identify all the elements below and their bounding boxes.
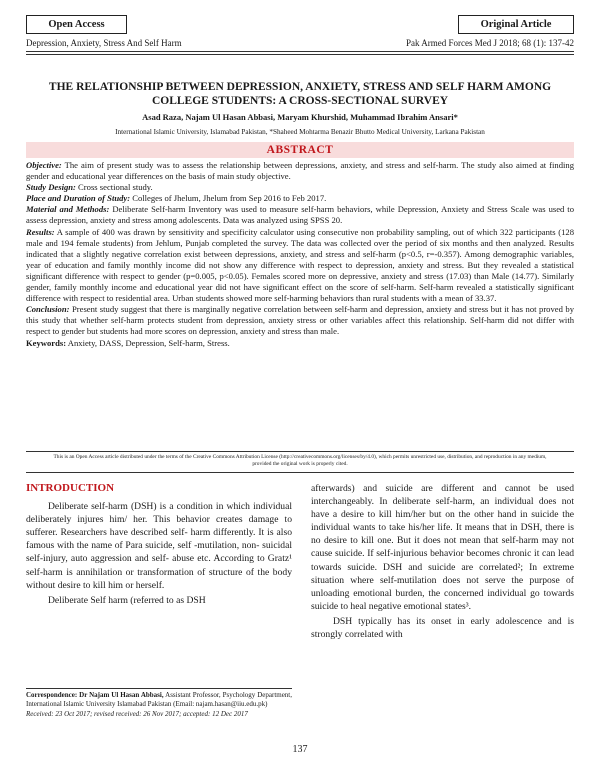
open-access-badge: Open Access [26, 15, 127, 34]
left-column [26, 482, 292, 609]
design-text: Cross sectional study. [75, 182, 153, 193]
place-label: Place and Duration of Study: [26, 193, 131, 204]
page-number: 137 [292, 744, 308, 755]
author-list: Asad Raza, Najam Ul Hasan Abbasi, Maryam Khurshid, Muhammad Ibrahim Ansari* [142, 112, 458, 122]
abstract-methods [26, 204, 574, 226]
running-header [26, 38, 574, 48]
article-type-badge: Original Article [458, 15, 574, 34]
results-label: Results: [26, 226, 55, 237]
header-rule-2 [26, 54, 574, 55]
keywords-text: Anxiety, DASS, Depression, Self-harm, Stress. [66, 337, 230, 348]
journal-citation: Pak Armed Forces Med J 2018; 68 (1): 137-42 [406, 38, 574, 48]
conclusion-label: Conclusion: [26, 304, 70, 315]
correspondence-block [26, 691, 292, 719]
abstract-heading: ABSTRACT [26, 142, 574, 158]
license-notice: This is an Open Access article distributed under the terms of the Creative Commons Attribution License (http://creativecommons.org/licenses/by/4.0), which permits unrestricted use, distribution, and reproduction in any medium, provided the original work is properly cited. [53, 454, 547, 468]
design-label: Study Design: [26, 182, 76, 193]
correspondence-text: Assistant Professor, Psychology Department, International Islamic University Islamabad Pakistan (Email: najam.hasan@iiu.edu.pk) [26, 691, 293, 709]
introduction-heading: INTRODUCTION [26, 482, 115, 494]
intro-paragraph-3: afterwards) and suicide are different and cannot be used interchangeably. In deliberate self-harm, an individual does not have a desire to kill him/her but on the other hand in suicide the individual wants to take his/her life. It means that in DSH, there is no desire to kill one. But it does not mean that self-harm may not cause suicide. If self-injurious behavior becomes chronic it can lead towards suicide. DSH and suicide are correlated²; In extreme situation where self-mutilation does not serve the purpose of unloading emotional burden, the concerned individual go towards suicide to heal negative emotional states³. [311, 483, 574, 612]
header-rule [26, 51, 574, 52]
abstract-conclusion [26, 304, 574, 337]
affiliations: International Islamic University, Islamabad Pakistan, *Shaheed Mohtarma Benazir Bhutto Medical University, Larkana Pakistan [115, 128, 485, 136]
intro-paragraph-2: Deliberate Self harm (referred to as DSH [48, 594, 206, 606]
running-title: Depression, Anxiety, Stress And Self Harm [26, 38, 182, 48]
correspondence-label: Correspondence: Dr Najam Ul Hasan Abbasi, [26, 691, 164, 699]
license-rule-bottom [26, 472, 574, 473]
abstract-place [26, 193, 574, 204]
place-text: Colleges of Jhelum, Jhelum from Sep 2016 to Feb 2017. [130, 193, 327, 204]
abstract-keywords [26, 338, 574, 349]
objective-text: The aim of present study was to assess the relationship between depressions, anxiety, and stress and self-harm. The study also aimed at finding gender and educational year differences on the basis of main study objective. [26, 160, 574, 182]
abstract-design [26, 182, 574, 193]
license-rule-top [26, 451, 574, 452]
objective-label: Objective: [26, 160, 62, 170]
correspondence-rule [26, 688, 292, 689]
keywords-label: Keywords: [26, 337, 67, 348]
intro-paragraph-1: Deliberate self-harm (DSH) is a condition in which individual deliberately injures him/ her. This behavior creates damage to sufferer. Researchers have described self- harm differently. It is also famous with the name of Para suicide, self -mutilation, non- suicidal self-injury, auto aggression and self- abuse etc. According to Gratz¹ self-harm is annihilation or transformation of structure of the body without desire to kill him or herself. [26, 501, 292, 591]
conclusion-text: Present study suggest that there is marginally negative correlation between self-harm and depression, anxiety and stress but it has not proved by this study that whether self-harm protects student from depression, anxiety stress or other variables affect this relationship. Self-harm did not differ with respect to gender but students had more scores on depression, anxiety and stress than male. [26, 304, 574, 337]
methods-text: Deliberate Self-harm Inventory was used to measure self-harm behaviors, while Depression, Anxiety and Stress Scale was used to assess depression, anxiety and stress among adolescents. Data was analyzed using SPSS 20. [26, 204, 574, 226]
article-title: THE RELATIONSHIP BETWEEN DEPRESSION, ANXIETY, STRESS AND SELF HARM AMONG COLLEGE STUDENTS: A CROSS-SECTIONAL SURVEY [48, 81, 552, 107]
methods-label: Material and Methods: [26, 204, 110, 215]
abstract-objective [26, 160, 574, 182]
received-dates: Received: 23 Oct 2017; revised received: 26 Nov 2017; accepted: 12 Dec 2017 [26, 709, 248, 718]
intro-paragraph-4: DSH typically has its onset in early adolescence and is strongly correlated with [311, 615, 574, 641]
right-column [311, 482, 574, 643]
abstract-body [26, 160, 574, 349]
abstract-results [26, 227, 574, 305]
results-text: A sample of 400 was drawn by sensitivity and specificity calculator using consecutive non probability sampling, out of which 322 participants (128 male and 194 female students) from Jehlum, Punjab completed the survey. The data was collected over the period of six months and then analyzed. Results indicated that a slightly negative correlation exist between depressions, anxiety, and stress and self-harm (p<0.5, r=-0.357). Among demographic variables, year of education and family monthly income did not show any difference with respect to depression, anxiety and stress. But they revealed a statistical significant difference with respect to gender (p=0.005, p<0.05). Females scored more on depressive, anxiety and stress (17.03) than Male (14.77). Similarly gender, family monthly income and educational year did not have significant effect on the score of self-harm. Self-harm revealed a statistically significant difference with respect to residential area. Urban students showed more self-harming behaviors than rural students with a mean of 33.37. [26, 226, 574, 304]
